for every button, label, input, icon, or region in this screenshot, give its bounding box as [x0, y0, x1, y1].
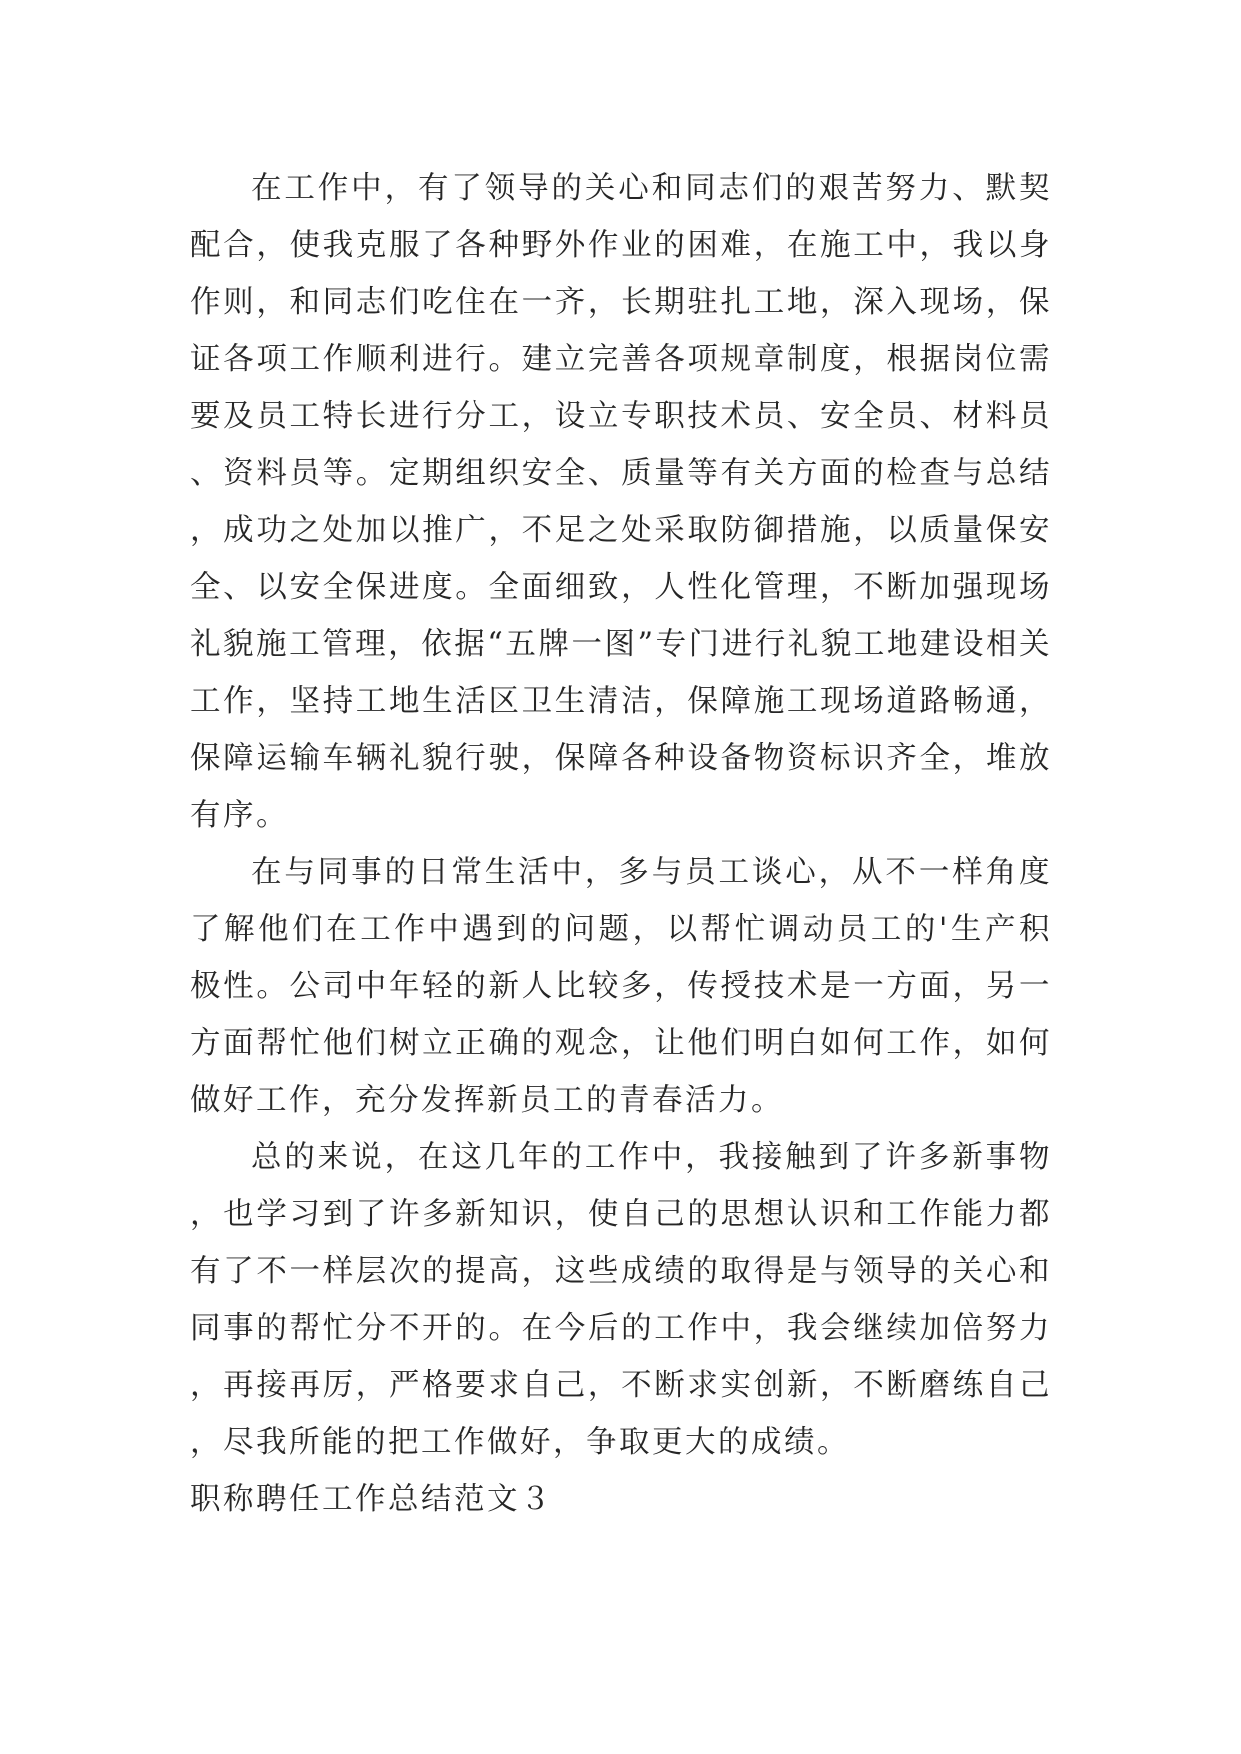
body-paragraph-3: 总的来说，在这几年的工作中，我接触到了许多新事物，也学习到了许多新知识，使自己的思想认识和工作能力都有了不一样层次的提高，这些成绩的取得是与领导的关心和同事的帮忙分不开的。在今后的工作中，我会继续加倍努力，再接再厉，严格要求自己，不断求实创新，不断磨练自己，尽我所能的把工作做好，争取更大的成绩。 [190, 1140, 1052, 1460]
section-heading: 职称聘任工作总结范文３ [190, 1482, 553, 1517]
body-paragraph-2: 在与同事的日常生活中，多与员工谈心，从不一样角度了解他们在工作中遇到的问题，以帮忙调动员工的'生产积极性。公司中年轻的新人比较多，传授技术是一方面，另一方面帮忙他们树立正确的观念，让他们明白如何工作，如何做好工作，充分发挥新员工的青春活力。 [190, 855, 1052, 1118]
body-paragraph-1: 在工作中，有了领导的关心和同志们的艰苦努力、默契配合，使我克服了各种野外作业的困难，在施工中，我以身作则，和同志们吃住在一齐，长期驻扎工地，深入现场，保证各项工作顺利进行。建立完善各项规章制度，根据岗位需要及员工特长进行分工，设立专职技术员、安全员、材料员、资料员等。定期组织安全、质量等有关方面的检查与总结，成功之处加以推广，不足之处采取防御措施，以质量保安全、以安全保进度。全面细致，人性化管理，不断加强现场礼貌施工管理，依据“五牌一图”专门进行礼貌工地建设相关工作，坚持工地生活区卫生清洁，保障施工现场道路畅通，保障运输车辆礼貌行驶，保障各种设备物资标识齐全，堆放有序。 [190, 171, 1052, 833]
document-page [190, 160, 1052, 1528]
